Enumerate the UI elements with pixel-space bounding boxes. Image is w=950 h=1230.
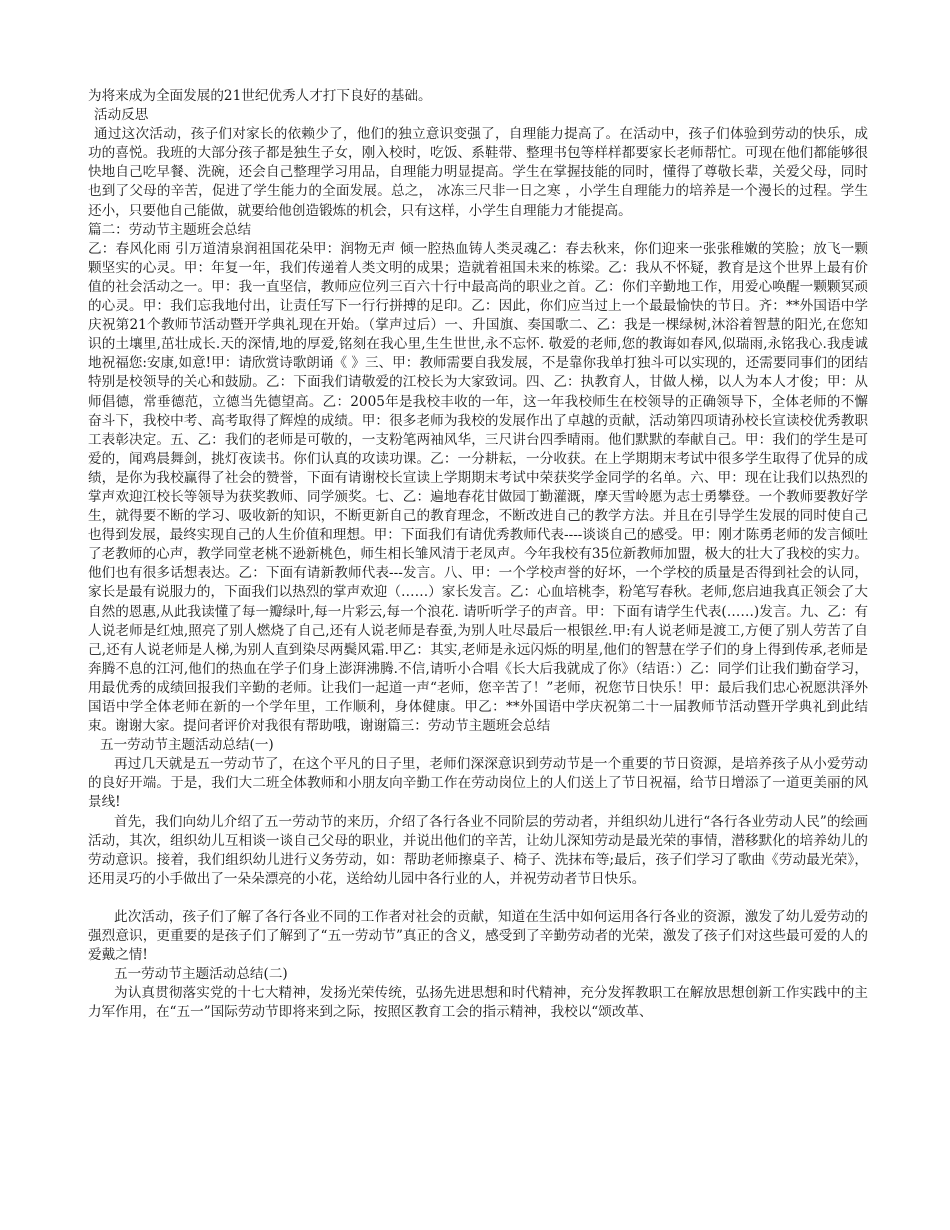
body-paragraph: 再过几天就是五一劳动节了，在这个平凡的日子里，老师们深深意识到劳动节是一个重要的节日资源，是培养孩子从小爱劳动的良好开端。于是，我们大二班全体教师和小朋友向辛勤工作在劳动岗位上的人们送上了节日祝福，给节日增添了一道更美丽的风景线! xyxy=(88,756,868,811)
body-paragraph: 此次活动，孩子们了解了各行各业不同的工作者对社会的贡献，知道在生活中如何运用各行各业的资源，激发了幼儿爱劳动的强烈意识，更重要的是孩子们了解到了“五一劳动节”真正的含义，感受到了辛勤劳动者的光荣，激发了孩子们对这些最可爱的人的爱戴之情! xyxy=(88,908,868,964)
section-heading: 活动反思 xyxy=(94,107,149,124)
body-paragraph: 为认真贯彻落实党的十七大精神，发扬光荣传统，弘扬先进思想和时代精神，充分发挥教职工在解放思想创新工作实践中的主力军作用，在“五一”国际劳动节即将来到之际，按照区教育工会的指示精神，我校以“颂改革、 xyxy=(88,985,868,1021)
paragraph-gap xyxy=(88,889,868,908)
section-heading: 五一劳动节主题活动总结(二) xyxy=(114,966,288,983)
section-heading: 五一劳动节主题活动总结(一) xyxy=(100,737,274,754)
body-paragraph: 乙：春风化雨 引万道清泉润祖国花朵甲：润物无声 倾一腔热血铸人类灵魂乙：春去秋来，你们迎来一张张稚嫩的笑脸；放飞一颗颗坚实的心灵。甲：年复一年，我们传递着人类文明的成果；造就着祖国未来的栋梁。乙：我从不怀疑，教育是这个世界上最有价值的社会活动之一。甲：我一直坚信，教师应位列三百六十行中最高尚的职业之首。乙：你们辛勤地工作，用爱心唤醒一颗颗冥顽的心灵。甲：我们忘我地付出，让责任写下一行行拼搏的足印。乙：因此，你们应当过上一个最最愉快的节日。齐：**外国语中学庆祝第21个教师节活动暨开学典礼现在开始。（掌声过后）一、升国旗、奏国歌二、乙：我是一棵绿树,沐浴着智慧的阳光,在您知识的土壤里,茁壮成长.天的深情,地的厚爱,铭刻在我心里,生生世世,永不忘怀. 敬爱的老师,您的教诲如春风,似瑞雨,永铭我心.我虔诚地祝福您:安康,如意!甲：请欣赏诗歌朗诵《 》三、甲：教师需要自我发展，不是靠你我单打独斗可以实现的，还需要同事们的团结特别是校领导的关心和鼓励。乙：下面我们请敬爱的江校长为大家致词。四、乙：执教育人，甘做人梯，以人为本人才俊；甲：从师倡德，常垂德范，立德当先德望高。乙：2005年是我校丰收的一年，这一年我校师生在校领导的正确领导下，全体老师的不懈奋斗下，我校中考、高考取得了辉煌的成绩。甲：很多老师为我校的发展作出了卓越的贡献，活动第四项请孙校长宣读校优秀教职工表彰决定。五、乙：我们的老师是可敬的，一支粉笔两袖风华，三尺讲台四季晴雨。他们默默的奉献自己。甲：我们的学生是可爱的，闻鸡晨舞剑，挑灯夜读书。你们认真的攻读功课。乙：一分耕耘，一分收获。在上学期期末考试中很多学生取得了优异的成绩，是你为我校赢得了社会的赞誉，下面有请谢校长宣读上学期期末考试中荣获奖学金同学的名单。六、甲：现在让我们以热烈的掌声欢迎江校长等领导为获奖教师、同学颁奖。七、乙：遍地春花甘做园丁勤灌溉，摩天雪岭愿为志士勇攀登。一个教师要教好学生，就得要不断的学习、吸收新的知识，不断更新自己的教育理念，不断改进自己的教学方法。并且在引导学生发展的同时使自己也得到发展，最终实现自己的人生价值和理想。甲：下面我们有请优秀教师代表----谈谈自己的感受。甲：刚才陈勇老师的发言倾吐了老教师的心声，教学同堂老桃不逊新桃色，师生相长雏风清于老凤声。今年我校有35位新教师加盟，极大的壮大了我校的实力。他们也有很多话想表达。乙：下面有请新教师代表---发言。八、甲：一个学校声誉的好坏，一个学校的质量是否得到社会的认同，家长是最有说服力的，下面我们以热烈的掌声欢迎（……）家长发言。乙：心血培桃李，粉笔写春秋。老师,您启迪我真正领会了大自然的恩惠,从此我读懂了每一瓣绿叶,每一片彩云,每一个浪花. 请听听学子的声音。甲：下面有请学生代表(……)发言。九、乙：有人说老师是红烛,照亮了别人燃烧了自己,还有人说老师是春蚕,为别人吐尽最后一根银丝.甲:有人说老师是渡工,方便了别人劳苦了自己,还有人说老师是人梯,为别人直到染尽两鬓风霜.甲乙：其实,老师是永远闪烁的明星,他们的智慧在学子们的身上得到传承,老师是奔腾不息的江河,他们的热血在学子们身上澎湃沸腾.不信,请听小合唱《长大后我就成了你》（结语：）乙：同学们让我们勤奋学习，用最优秀的成绩回报我们辛勤的老师。让我们一起道一声“老师，您辛苦了！”老师，祝您节日快乐！甲：最后我们忠心祝愿洪泽外国语中学全体老师在新的一个学年里，工作顺利，身体健康。甲乙：**外国语中学庆祝第二十一届教师节活动暨开学典礼到此结束。谢谢大家。提问者评价对我很有帮助哦，谢谢篇三：劳动节主题班会总结 xyxy=(88,240,868,735)
section-heading: 篇二：劳动节主题班会总结 xyxy=(88,221,252,238)
body-paragraph: 首先，我们向幼儿介绍了五一劳动节的来历，介绍了各行各业不同阶层的劳动者，并组织幼儿进行“各行各业劳动人民”的绘画活动，其次，组织幼儿互相谈一谈自己父母的职业，并说出他们的辛苦，让幼儿深知劳动是最光荣的事情，潜移默化的培养幼儿的劳动意识。接着，我们组织幼儿进行义务劳动，如：帮助老师擦桌子、椅子、洗抹布等;最后，孩子们学习了歌曲《劳动最光荣》，还用灵巧的小手做出了一朵朵漂亮的小花，送给幼儿园中各行业的人，并祝劳动者节日快乐。 xyxy=(88,813,868,887)
body-paragraph: 为将来成为全面发展的21世纪优秀人才打下良好的基础。 xyxy=(88,88,432,104)
body-paragraph: 通过这次活动，孩子们对家长的依赖少了，他们的独立意识变强了，自理能力提高了。在活动中，孩子们体验到劳动的快乐，成功的喜悦。我班的大部分孩子都是独生子女，刚入校时，吃饭、系鞋带、整理书包等样样都要家长老师帮忙。可现在他们都能够很快地自己吃早餐、洗碗，还会自己整理学习用品，自理能力明显提高。学生在掌握技能的同时，懂得了尊敬长辈，关爱父母，同时也到了父母的辛苦，促进了学生能力的全面发展。总之， 冰冻三尺非一日之寒 ，小学生自理能力的培养是一个漫长的过程。学生还小，只要他自己能做，就要给他创造锻炼的机会，只有这样，小学生自理能力才能提高。 xyxy=(88,126,868,219)
